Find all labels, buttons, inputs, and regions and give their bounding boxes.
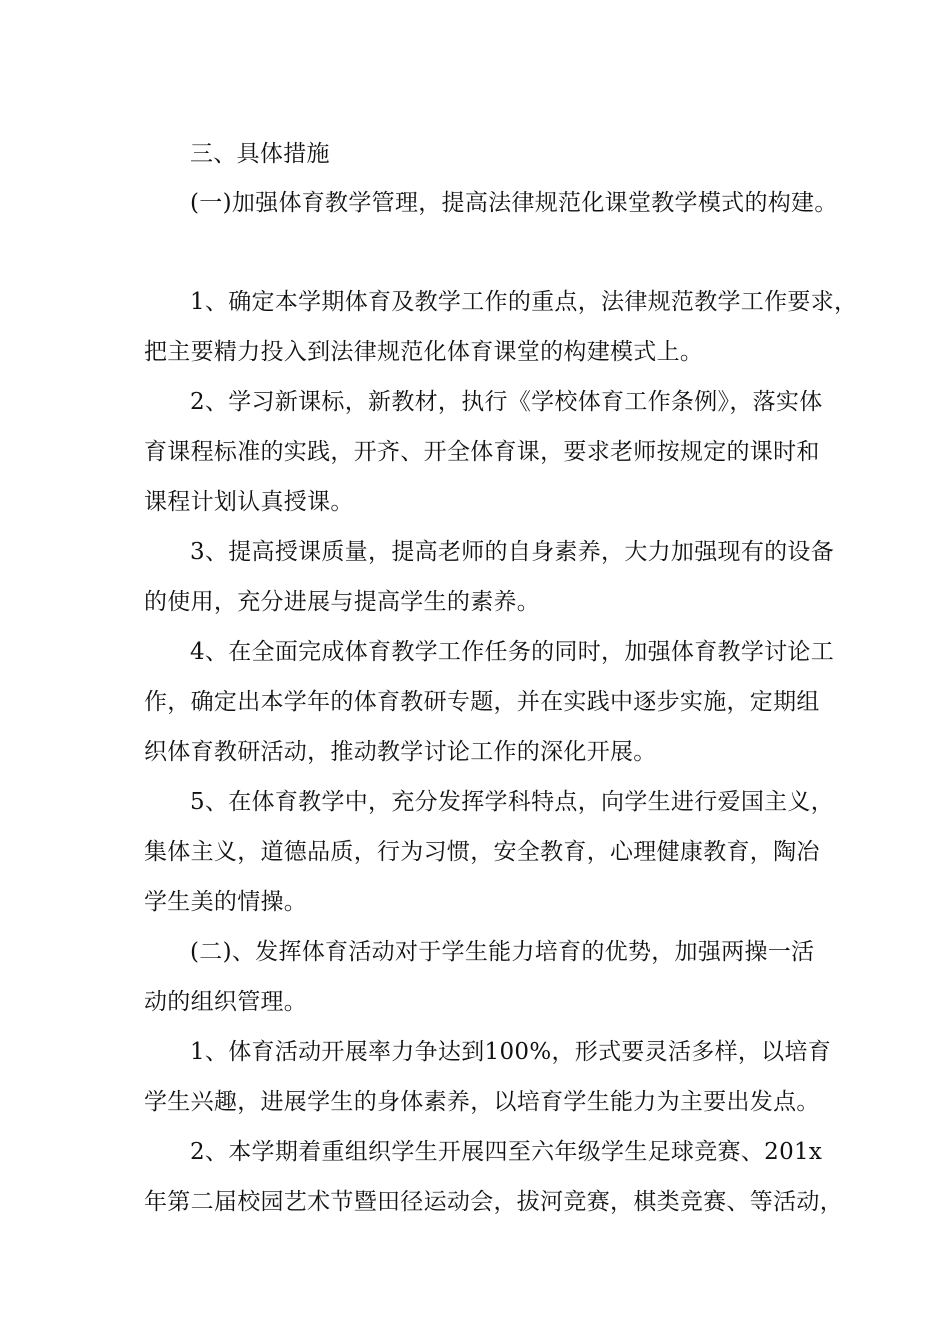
paragraph-line: 1、体育活动开展率力争达到100%，形式要灵活多样，以培育 xyxy=(190,1039,832,1065)
paragraph-line: 学生美的情操。 xyxy=(144,889,308,915)
paragraph-line: 育课程标准的实践，开齐、开全体育课，要求老师按规定的课时和 xyxy=(144,439,820,465)
paragraph-line: 3、提高授课质量，提高老师的自身素养，大力加强现有的设备 xyxy=(190,539,835,565)
paragraph-line: 织体育教研活动，推动教学讨论工作的深化开展。 xyxy=(144,739,657,765)
paragraph-line: 动的组织管理。 xyxy=(144,989,308,1015)
paragraph-line: 集体主义，道德品质，行为习惯，安全教育，心理健康教育，陶冶 xyxy=(144,839,820,865)
section-heading: 三、具体措施 xyxy=(190,141,330,167)
paragraph-line: 作，确定出本学年的体育教研专题，并在实践中逐步实施，定期组 xyxy=(144,689,820,715)
paragraph-line: 2、学习新课标，新教材，执行《学校体育工作条例》，落实体 xyxy=(190,389,823,415)
paragraph-line: 把主要精力投入到法律规范化体育课堂的构建模式上。 xyxy=(144,339,704,365)
paragraph-line: 年第二届校园艺术节暨田径运动会，拔河竞赛，棋类竞赛、等活动， xyxy=(144,1189,843,1215)
paragraph-line: 1、确定本学期体育及教学工作的重点，法律规范教学工作要求， xyxy=(190,289,858,315)
paragraph-line: 学生兴趣，进展学生的身体素养，以培育学生能力为主要出发点。 xyxy=(144,1089,820,1115)
paragraph-line: 4、在全面完成体育教学工作任务的同时，加强体育教学讨论工 xyxy=(190,639,835,665)
paragraph-line: 5、在体育教学中，充分发挥学科特点，向学生进行爱国主义， xyxy=(190,789,835,815)
paragraph-line: 2、本学期着重组织学生开展四至六年级学生足球竞赛、201x xyxy=(190,1139,823,1165)
paragraph-line: 课程计划认真授课。 xyxy=(144,489,354,515)
paragraph-line: 的使用，充分进展与提高学生的素养。 xyxy=(144,589,541,615)
subsection-heading-1: (一)加强体育教学管理，提高法律规范化课堂教学模式的构建。 xyxy=(190,190,838,216)
subsection-heading-2: (二)、发挥体育活动对于学生能力培育的优势，加强两操一活 xyxy=(190,939,815,965)
